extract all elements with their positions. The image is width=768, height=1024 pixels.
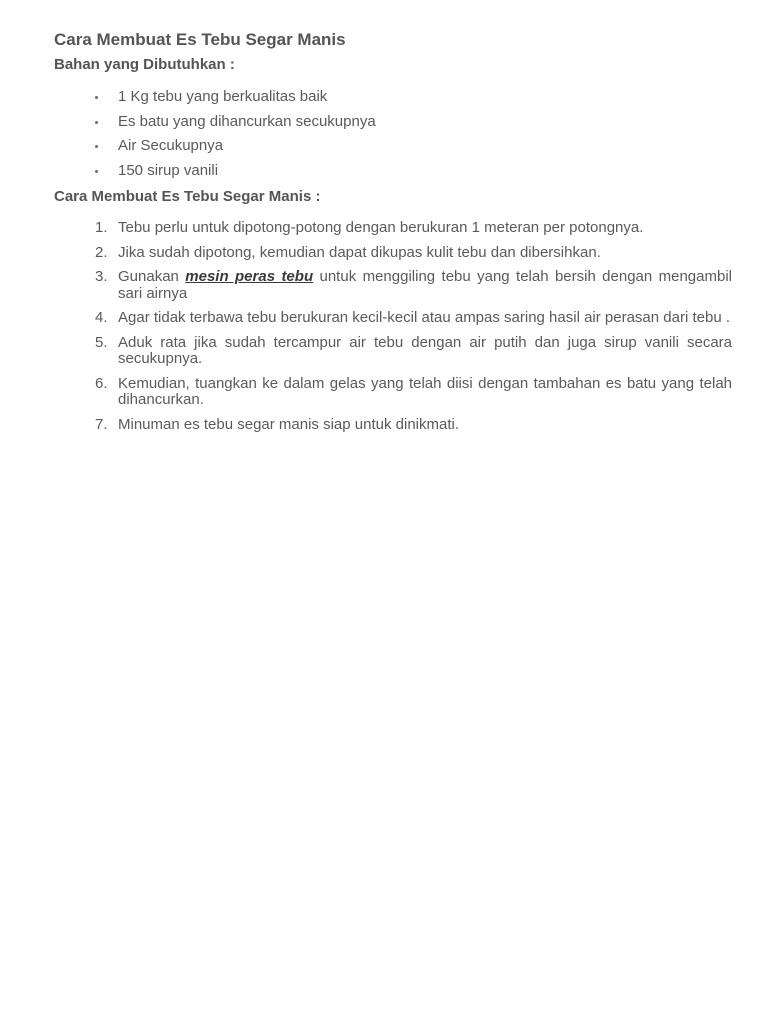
ingredient-text: 1 Kg tebu yang berkualitas baik — [118, 88, 328, 105]
list-item — [0, 113, 376, 138]
step-text: Aduk rata jika sudah tercampur air tebu dengan air putih dan juga sirup vanili secara secukupnya. — [118, 333, 732, 367]
list-item — [0, 88, 376, 113]
step-item — [0, 335, 732, 368]
step-text: Kemudian, tuangkan ke dalam gelas yang telah diisi dengan tambahan es batu yang telah dihancurkan. — [118, 374, 732, 408]
step-item — [0, 245, 732, 262]
step-item — [0, 269, 732, 302]
step-number: 1. — [95, 219, 108, 236]
ingredients-heading: Bahan yang Dibutuhkan : — [54, 56, 235, 73]
list-item — [0, 162, 376, 187]
page-title: Cara Membuat Es Tebu Segar Manis — [54, 30, 346, 49]
step-item — [0, 220, 732, 237]
step-text-pre: Gunakan — [118, 268, 186, 285]
step-number: 2. — [95, 243, 108, 261]
step-number: 4. — [95, 309, 108, 326]
step-item — [0, 417, 732, 434]
step-text: Agar tidak terbawa tebu berukuran kecil-kecil atau ampas saring hasil air perasan dari tebu . — [118, 309, 730, 326]
step-number: 5. — [95, 333, 108, 351]
bullet-icon — [95, 170, 98, 173]
step-number: 7. — [95, 415, 108, 433]
steps-list — [0, 220, 732, 441]
ingredient-text: Es batu yang dihancurkan secukupnya — [118, 112, 376, 130]
step-number: 6. — [95, 374, 108, 392]
mesin-peras-tebu-link[interactable]: mesin peras tebu — [185, 268, 314, 285]
bullet-icon — [95, 121, 98, 124]
step-item — [0, 376, 732, 409]
ingredient-text: 150 sirup vanili — [118, 161, 219, 179]
ingredient-text: Air Secukupnya — [118, 137, 224, 154]
step-text: Minuman es tebu segar manis siap untuk dinikmati. — [118, 415, 460, 433]
bullet-icon — [95, 145, 98, 148]
step-text-post: untuk menggiling tebu yang telah bersih dengan mengambil sari airnya — [118, 268, 732, 302]
ingredients-list — [0, 88, 376, 186]
steps-heading: Cara Membuat Es Tebu Segar Manis : — [54, 188, 321, 205]
step-text: Jika sudah dipotong, kemudian dapat dikupas kulit tebu dan dibersihkan. — [118, 243, 601, 261]
step-text: Tebu perlu untuk dipotong-potong dengan berukuran 1 meteran per potongnya. — [118, 219, 644, 236]
step-item — [0, 310, 732, 327]
step-number: 3. — [95, 268, 108, 285]
list-item — [0, 137, 376, 162]
bullet-icon — [95, 96, 98, 99]
